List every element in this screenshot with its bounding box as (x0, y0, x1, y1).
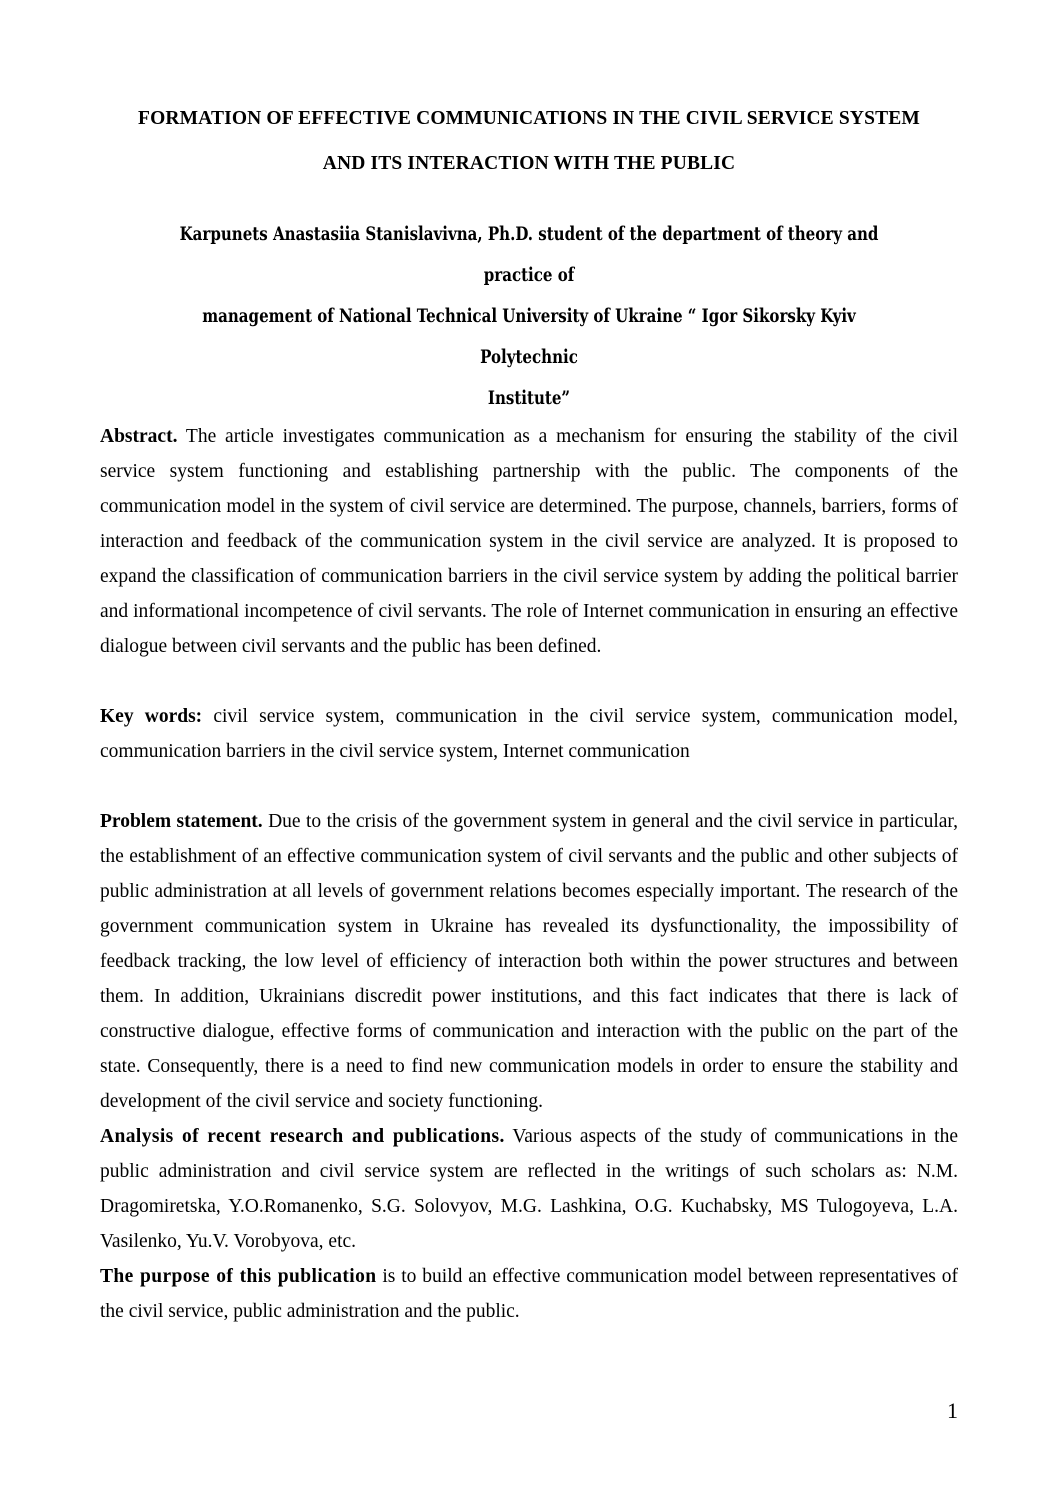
analysis-label: Analysis of recent research and publications. (100, 1126, 505, 1147)
author-line-3: Institute” (487, 387, 571, 409)
keywords-label: Key words: (100, 706, 203, 727)
purpose-paragraph (100, 1259, 958, 1329)
author-line-1: Karpunets Anastasiia Stanislavivna, Ph.D. student of the department of theory and practice of (179, 223, 879, 286)
page-title (100, 0, 958, 186)
abstract-paragraph (100, 419, 958, 664)
author-affiliation-block (151, 186, 906, 419)
analysis-paragraph (100, 1119, 958, 1259)
spacer-after-abstract (100, 664, 958, 699)
author-line-2: management of National Technical University of Ukraine “ Igor Sikorsky Kyiv Polytechnic (202, 305, 856, 368)
problem-statement-paragraph (100, 804, 958, 1119)
problem-statement-text: Due to the crisis of the government system in general and the civil service in particular, the establishment of an effective communication system of civil servants and the public and other subjects of public administration at all levels of government relations becomes especially important. The research of the government communication system in Ukraine has revealed its dysfunctionality, the impossibility of feedback tracking, the low level of efficiency of interaction both within the power structures and between them. In addition, Ukrainians discredit power institutions, and this fact indicates that there is lack of constructive dialogue, effective forms of communication and interaction with the public on the part of the state. Consequently, there is a need to find new communication models in order to ensure the stability and development of the civil service and society functioning. (100, 811, 958, 1112)
problem-statement-label: Problem statement. (100, 811, 263, 832)
page-content (100, 0, 958, 1329)
analysis-text: Various aspects of the study of communications in the public administration and civil service system are reflected in the writings of such scholars as: N.M. Dragomiretska, Y.O.Romanenko, S.G. Solovyov, M.G. Lashkina, O.G. Kuchabsky, MS Tulogoyeva, L.A. Vasilenko, Yu.V. Vorobyova, etc. (100, 1126, 958, 1252)
abstract-label: Abstract. (100, 426, 178, 447)
title-line-1: FORMATION OF EFFECTIVE COMMUNICATIONS IN THE CIVIL SERVICE SYSTEM (138, 108, 920, 129)
purpose-label: The purpose of this publication (100, 1266, 377, 1287)
purpose-text: is to build an effective communication model between representatives of the civil service, public administration and the public. (100, 1266, 958, 1322)
spacer-after-keywords (100, 769, 958, 804)
abstract-text: The article investigates communication as a mechanism for ensuring the stability of the civil service system functioning and establishing partnership with the public. The components of the communication model in the system of civil service are determined. The purpose, channels, barriers, forms of interaction and feedback of the communication system in the civil service are analyzed. It is proposed to expand the classification of communication barriers in the civil service system by adding the political barrier and informational incompetence of civil servants. The role of Internet communication in ensuring an effective dialogue between civil servants and the public has been defined. (100, 426, 958, 657)
title-line-2: AND ITS INTERACTION WITH THE PUBLIC (322, 153, 736, 174)
page-number: 1 (947, 1398, 958, 1423)
keywords-text: civil service system, communication in the civil service system, communication model, communication barriers in the civil service system, Internet communication (100, 706, 958, 762)
keywords-paragraph (100, 699, 958, 769)
